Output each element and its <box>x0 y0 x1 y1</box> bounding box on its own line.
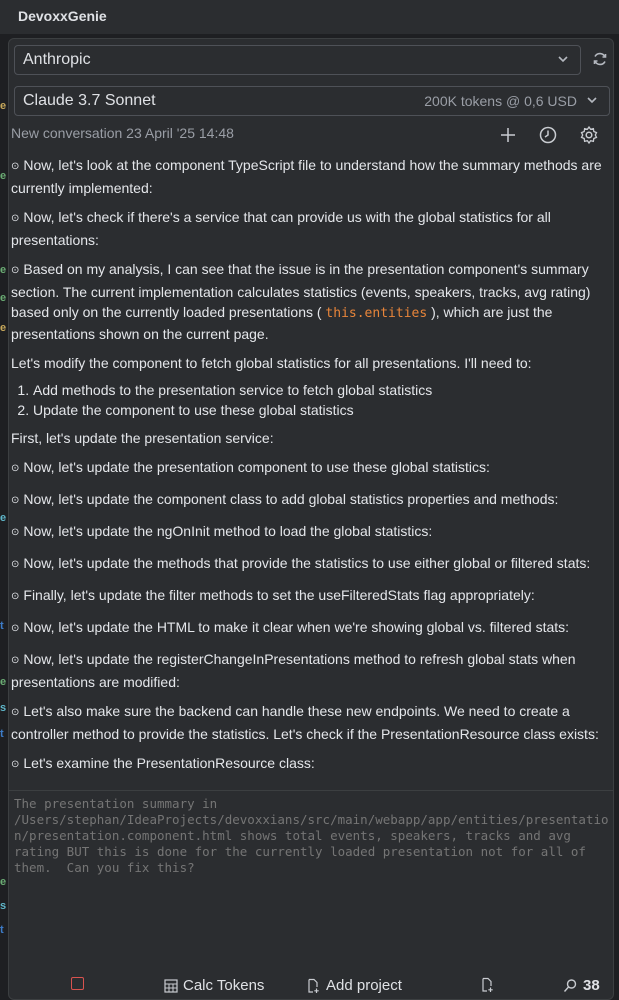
chat-message: ⊙ Now, let's update the registerChangeInPresentations method to refresh global stats when presentations are modified: <box>11 651 576 690</box>
step-bullet-icon: ⊙ <box>11 495 20 506</box>
list-item: 2. Update the component to use these global statistics <box>33 400 611 420</box>
search-icon <box>563 978 578 993</box>
gutter-marker: e <box>0 676 7 688</box>
chat-message: ⊙ Now, let's update the component class to add global statistics properties and methods: <box>11 491 559 507</box>
gutter-marker: e <box>0 264 7 276</box>
model-dropdown[interactable] <box>14 86 610 116</box>
search-tokens-counter[interactable] <box>563 977 600 994</box>
calc-tokens-button[interactable] <box>164 977 264 994</box>
gutter-marker: e <box>0 170 7 182</box>
title-bar <box>0 0 619 34</box>
gutter-marker: s <box>0 900 7 912</box>
inline-code: this.entities <box>325 306 428 321</box>
gutter-marker: e <box>0 322 7 334</box>
gutter-marker: t <box>0 728 4 740</box>
chevron-down-icon <box>556 52 570 66</box>
chevron-down-icon <box>585 93 599 107</box>
step-bullet-icon: ⊙ <box>11 265 20 276</box>
step-bullet-icon: ⊙ <box>11 707 20 718</box>
model-token-info: 200K tokens @ 0,6 USD <box>424 93 577 109</box>
app-title: DevoxxGenie <box>18 8 107 24</box>
add-file-icon <box>479 977 495 993</box>
bottom-toolbar <box>9 975 613 999</box>
step-bullet-icon: ⊙ <box>11 559 20 570</box>
chat-message: ⊙ Let's examine the PresentationResource class: <box>11 755 315 771</box>
add-project-label: Add project <box>326 977 402 994</box>
chat-message: ⊙ Now, let's update the HTML to make it clear when we're showing global vs. filtered stats: <box>11 619 570 635</box>
conversation-title: New conversation 23 April '25 14:48 <box>11 125 234 141</box>
devoxxgenie-panel <box>8 38 614 1000</box>
counter-value: 38 <box>583 977 600 994</box>
chat-message: First, let's update the presentation service: <box>11 430 274 446</box>
refresh-icon[interactable] <box>592 51 608 67</box>
step-bullet-icon: ⊙ <box>11 161 20 172</box>
provider-selected: Anthropic <box>23 51 91 68</box>
add-project-button[interactable] <box>305 977 402 994</box>
gear-icon[interactable] <box>579 125 599 145</box>
prompt-input[interactable] <box>14 796 610 886</box>
chat-message: ⊙ Let's also make sure the backend can handle these new endpoints. We need to create a controller method to provide the statistics. Let's check if the PresentationResource class exists: <box>11 703 599 742</box>
conversation-header <box>9 123 613 149</box>
plus-icon[interactable] <box>498 125 518 145</box>
model-selected: Claude 3.7 Sonnet <box>23 92 156 109</box>
chat-message: ⊙ Now, let's check if there's a service that can provide us with the global statistics for all presentations: <box>11 209 551 248</box>
step-bullet-icon: ⊙ <box>11 527 20 538</box>
chat-message: ⊙ Finally, let's update the filter methods to set the useFilteredStats flag appropriately: <box>11 587 535 603</box>
add-file-button[interactable] <box>479 977 495 993</box>
gutter-marker: e <box>0 876 7 888</box>
step-bullet-icon: ⊙ <box>11 623 20 634</box>
gutter-marker: e <box>0 512 7 524</box>
list-item: 1. Add methods to the presentation service to fetch global statistics <box>33 380 611 400</box>
step-bullet-icon: ⊙ <box>11 759 20 770</box>
stop-icon <box>71 977 84 990</box>
gutter-marker: t <box>0 620 4 632</box>
chat-message: ⊙ Now, let's look at the component TypeScript file to understand how the summary methods are currently implemented: <box>11 157 602 196</box>
gutter-marker: e <box>0 292 7 304</box>
provider-dropdown[interactable] <box>14 45 581 75</box>
steps-list <box>33 380 611 420</box>
add-file-icon <box>305 978 321 994</box>
chat-message: Let's modify the component to fetch global statistics for all presentations. I'll need to: <box>11 355 532 371</box>
chat-message: ⊙ Now, let's update the ngOnInit method to load the global statistics: <box>11 523 433 539</box>
step-bullet-icon: ⊙ <box>11 591 20 602</box>
prompt-area <box>9 790 613 974</box>
gutter-marker: e <box>0 100 7 112</box>
calculator-icon <box>164 979 178 993</box>
history-icon[interactable] <box>538 125 558 145</box>
step-bullet-icon: ⊙ <box>11 213 20 224</box>
stop-button[interactable] <box>71 977 84 990</box>
step-bullet-icon: ⊙ <box>11 655 20 666</box>
step-bullet-icon: ⊙ <box>11 463 20 474</box>
gutter-marker: t <box>0 924 4 936</box>
editor-gutter <box>0 34 8 1000</box>
chat-messages <box>9 155 613 789</box>
calc-tokens-label: Calc Tokens <box>183 977 265 994</box>
chat-message: ⊙ Now, let's update the methods that provide the statistics to use either global or filtered stats: <box>11 555 591 571</box>
chat-message: ⊙ Now, let's update the presentation component to use these global statistics: <box>11 459 490 475</box>
gutter-marker: s <box>0 702 7 714</box>
chat-message: ⊙ Based on my analysis, I can see that the issue is in the presentation component's summary section. The current implementation calculates statistics (events, speakers, tracks, avg rating) based only on the currently loaded presentations ( this.entities ), which are just the presentations shown on the current page. <box>11 261 591 342</box>
